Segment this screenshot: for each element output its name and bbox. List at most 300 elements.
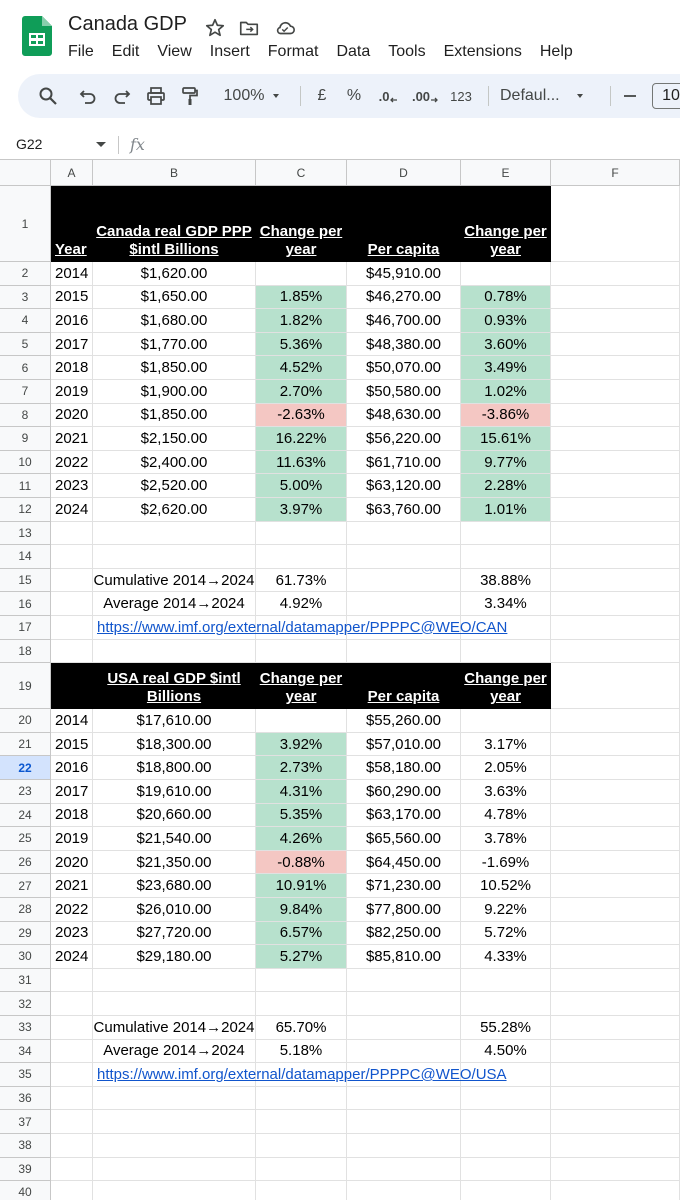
row-header-36[interactable]: 36 <box>0 1087 51 1111</box>
row-header-20[interactable]: 20 <box>0 709 51 733</box>
gdp-change-cell[interactable]: 4.26% <box>256 827 347 851</box>
gdp-change-cell[interactable]: 3.97% <box>256 498 347 522</box>
year-cell[interactable]: 2017 <box>51 333 93 357</box>
cell[interactable] <box>551 616 680 640</box>
gdp-change-cell[interactable]: -2.63% <box>256 404 347 428</box>
year-cell[interactable]: 2018 <box>51 356 93 380</box>
row-header-8[interactable]: 8 <box>0 404 51 428</box>
cell[interactable] <box>551 186 680 262</box>
cell[interactable] <box>551 1016 680 1040</box>
gdp-change-cell[interactable] <box>256 262 347 286</box>
gdp-change-cell[interactable]: 2.73% <box>256 756 347 780</box>
header-per-capita[interactable] <box>347 663 461 709</box>
gdp-change-cell[interactable]: -0.88% <box>256 851 347 875</box>
cell[interactable] <box>551 898 680 922</box>
cell[interactable] <box>551 545 680 569</box>
gdp-cell[interactable]: $1,900.00 <box>93 380 256 404</box>
per-capita-cell[interactable]: $50,580.00 <box>347 380 461 404</box>
cell[interactable] <box>551 992 680 1016</box>
cell[interactable] <box>551 851 680 875</box>
currency-format-button[interactable] <box>308 74 336 118</box>
row-header-39[interactable]: 39 <box>0 1158 51 1182</box>
row-header-16[interactable]: 16 <box>0 592 51 616</box>
cell[interactable] <box>51 640 93 664</box>
cell[interactable] <box>93 1181 256 1200</box>
average-label[interactable]: Average 2014→2024 <box>93 1040 256 1064</box>
gdp-change-cell[interactable]: 9.84% <box>256 898 347 922</box>
gdp-cell[interactable]: $1,770.00 <box>93 333 256 357</box>
row-header-17[interactable]: 17 <box>0 616 51 640</box>
gdp-change-cell[interactable]: 5.35% <box>256 804 347 828</box>
row-header-26[interactable]: 26 <box>0 851 51 875</box>
row-header-1[interactable]: 1 <box>0 186 51 262</box>
column-header-a[interactable]: A <box>51 160 93 186</box>
row-header-28[interactable]: 28 <box>0 898 51 922</box>
select-all-corner[interactable] <box>0 160 51 186</box>
year-cell[interactable]: 2020 <box>51 851 93 875</box>
cell[interactable] <box>551 804 680 828</box>
cell[interactable] <box>551 451 680 475</box>
gdp-change-cell[interactable]: 5.36% <box>256 333 347 357</box>
cloud-saved-icon[interactable] <box>274 17 296 39</box>
per-capita-change-cell[interactable]: 1.02% <box>461 380 551 404</box>
year-cell[interactable]: 2020 <box>51 404 93 428</box>
cell[interactable] <box>51 1040 93 1064</box>
per-capita-cell[interactable]: $57,010.00 <box>347 733 461 757</box>
cell[interactable] <box>93 1158 256 1182</box>
cell[interactable] <box>551 522 680 546</box>
per-capita-cell[interactable]: $61,710.00 <box>347 451 461 475</box>
row-header-4[interactable]: 4 <box>0 309 51 333</box>
header-gdp[interactable] <box>93 186 256 262</box>
cell[interactable] <box>551 1087 680 1111</box>
cell[interactable] <box>551 356 680 380</box>
cell[interactable] <box>347 969 461 993</box>
per-capita-change-cell[interactable]: 3.17% <box>461 733 551 757</box>
column-header-f[interactable]: F <box>551 160 680 186</box>
row-header-12[interactable]: 12 <box>0 498 51 522</box>
cell[interactable] <box>51 969 93 993</box>
cell[interactable] <box>551 262 680 286</box>
undo-button[interactable] <box>74 74 102 118</box>
year-cell[interactable]: 2015 <box>51 733 93 757</box>
header-change-per-capita[interactable] <box>461 663 551 709</box>
row-header-23[interactable]: 23 <box>0 780 51 804</box>
menu-help[interactable]: Help <box>539 43 573 60</box>
row-header-37[interactable]: 37 <box>0 1110 51 1134</box>
increase-decimal-button[interactable] <box>408 74 444 118</box>
row-header-25[interactable]: 25 <box>0 827 51 851</box>
more-formats-button[interactable] <box>446 74 476 118</box>
cell[interactable] <box>256 969 347 993</box>
cell[interactable] <box>461 1110 551 1134</box>
cell[interactable] <box>93 640 256 664</box>
cell[interactable] <box>347 1040 461 1064</box>
cell[interactable] <box>551 427 680 451</box>
per-capita-change-cell[interactable]: 2.05% <box>461 756 551 780</box>
cell[interactable] <box>93 992 256 1016</box>
cell[interactable] <box>347 992 461 1016</box>
year-cell[interactable]: 2023 <box>51 922 93 946</box>
per-capita-cell[interactable]: $65,560.00 <box>347 827 461 851</box>
cell[interactable] <box>256 1158 347 1182</box>
row-header-6[interactable]: 6 <box>0 356 51 380</box>
year-cell[interactable]: 2021 <box>51 427 93 451</box>
average-per-capita-value[interactable]: 4.50% <box>461 1040 551 1064</box>
cell[interactable] <box>93 1087 256 1111</box>
gdp-cell[interactable]: $1,650.00 <box>93 286 256 310</box>
cell[interactable] <box>551 945 680 969</box>
cell[interactable] <box>347 1158 461 1182</box>
name-box[interactable]: G22 <box>16 136 43 152</box>
cell[interactable] <box>51 992 93 1016</box>
row-header-29[interactable]: 29 <box>0 922 51 946</box>
header-per-capita[interactable] <box>347 186 461 262</box>
year-cell[interactable]: 2014 <box>51 262 93 286</box>
year-cell[interactable]: 2019 <box>51 380 93 404</box>
cell[interactable] <box>93 522 256 546</box>
row-header-7[interactable]: 7 <box>0 380 51 404</box>
row-header-21[interactable]: 21 <box>0 733 51 757</box>
year-cell[interactable]: 2022 <box>51 451 93 475</box>
row-header-38[interactable]: 38 <box>0 1134 51 1158</box>
gdp-change-cell[interactable]: 5.27% <box>256 945 347 969</box>
document-title[interactable]: Canada GDP <box>68 13 187 35</box>
row-header-2[interactable]: 2 <box>0 262 51 286</box>
per-capita-cell[interactable]: $63,120.00 <box>347 474 461 498</box>
year-cell[interactable]: 2014 <box>51 709 93 733</box>
cell[interactable] <box>347 569 461 593</box>
year-cell[interactable]: 2021 <box>51 874 93 898</box>
per-capita-change-cell[interactable]: 9.77% <box>461 451 551 475</box>
font-size-input[interactable]: 10 <box>652 83 680 109</box>
gdp-change-cell[interactable] <box>256 709 347 733</box>
row-header-15[interactable]: 15 <box>0 569 51 593</box>
cell[interactable] <box>347 522 461 546</box>
per-capita-change-cell[interactable]: 4.78% <box>461 804 551 828</box>
per-capita-change-cell[interactable]: 3.78% <box>461 827 551 851</box>
paint-format-button[interactable] <box>176 74 204 118</box>
gdp-cell[interactable]: $17,610.00 <box>93 709 256 733</box>
search-menus-button[interactable] <box>34 74 62 118</box>
year-cell[interactable]: 2019 <box>51 827 93 851</box>
cell[interactable] <box>347 592 461 616</box>
gdp-cell[interactable]: $23,680.00 <box>93 874 256 898</box>
header-change-gdp[interactable] <box>256 663 347 709</box>
year-cell[interactable]: 2023 <box>51 474 93 498</box>
year-cell[interactable]: 2016 <box>51 756 93 780</box>
per-capita-cell[interactable]: $56,220.00 <box>347 427 461 451</box>
gdp-cell[interactable]: $20,660.00 <box>93 804 256 828</box>
row-header-40[interactable]: 40 <box>0 1181 51 1200</box>
gdp-cell[interactable]: $18,800.00 <box>93 756 256 780</box>
cumulative-gdp-value[interactable]: 61.73% <box>256 569 347 593</box>
per-capita-change-cell[interactable]: 0.78% <box>461 286 551 310</box>
row-header-14[interactable]: 14 <box>0 545 51 569</box>
row-header-34[interactable]: 34 <box>0 1040 51 1064</box>
cell[interactable] <box>51 1110 93 1134</box>
gdp-cell[interactable]: $1,680.00 <box>93 309 256 333</box>
row-header-35[interactable]: 35 <box>0 1063 51 1087</box>
cell[interactable] <box>51 1063 93 1087</box>
cell[interactable] <box>93 1134 256 1158</box>
row-header-31[interactable]: 31 <box>0 969 51 993</box>
gdp-change-cell[interactable]: 11.63% <box>256 451 347 475</box>
cell[interactable] <box>51 569 93 593</box>
cell[interactable] <box>551 380 680 404</box>
cell[interactable] <box>551 733 680 757</box>
per-capita-cell[interactable]: $85,810.00 <box>347 945 461 969</box>
per-capita-change-cell[interactable]: 3.49% <box>461 356 551 380</box>
per-capita-cell[interactable]: $46,700.00 <box>347 309 461 333</box>
per-capita-cell[interactable]: $77,800.00 <box>347 898 461 922</box>
per-capita-change-cell[interactable]: 1.01% <box>461 498 551 522</box>
cell[interactable] <box>551 1158 680 1182</box>
cell[interactable] <box>551 474 680 498</box>
cumulative-per-capita-value[interactable]: 55.28% <box>461 1016 551 1040</box>
row-header-33[interactable]: 33 <box>0 1016 51 1040</box>
cell[interactable] <box>461 969 551 993</box>
cell[interactable] <box>551 286 680 310</box>
cell[interactable] <box>51 592 93 616</box>
cell[interactable] <box>256 545 347 569</box>
cell[interactable] <box>551 1063 680 1087</box>
cell[interactable] <box>461 545 551 569</box>
cell[interactable] <box>461 1087 551 1111</box>
row-header-22[interactable]: 22 <box>0 756 51 780</box>
cell[interactable] <box>551 1110 680 1134</box>
cell[interactable] <box>461 640 551 664</box>
year-cell[interactable]: 2022 <box>51 898 93 922</box>
cell[interactable] <box>51 522 93 546</box>
cell[interactable] <box>551 780 680 804</box>
cell[interactable] <box>256 640 347 664</box>
row-header-27[interactable]: 27 <box>0 874 51 898</box>
cell[interactable] <box>551 333 680 357</box>
decrease-font-size-button[interactable] <box>616 74 644 118</box>
spreadsheet-grid[interactable] <box>0 160 680 1200</box>
cell[interactable] <box>347 1087 461 1111</box>
cell[interactable] <box>347 545 461 569</box>
header-blank[interactable] <box>51 663 93 709</box>
cell[interactable] <box>256 1181 347 1200</box>
cell[interactable] <box>551 1040 680 1064</box>
cell[interactable] <box>461 1181 551 1200</box>
per-capita-change-cell[interactable]: 4.33% <box>461 945 551 969</box>
move-to-folder-icon[interactable] <box>238 17 260 39</box>
menu-insert[interactable]: Insert <box>209 43 250 60</box>
average-label[interactable]: Average 2014→2024 <box>93 592 256 616</box>
cell[interactable] <box>51 1134 93 1158</box>
decrease-decimal-button[interactable] <box>374 74 404 118</box>
cell[interactable] <box>347 1181 461 1200</box>
gdp-cell[interactable]: $1,620.00 <box>93 262 256 286</box>
cell[interactable] <box>51 616 93 640</box>
gdp-change-cell[interactable]: 4.31% <box>256 780 347 804</box>
cell[interactable] <box>51 1087 93 1111</box>
cell[interactable] <box>347 1110 461 1134</box>
per-capita-cell[interactable]: $48,380.00 <box>347 333 461 357</box>
year-cell[interactable]: 2024 <box>51 498 93 522</box>
gdp-cell[interactable]: $19,610.00 <box>93 780 256 804</box>
cell[interactable] <box>93 1110 256 1134</box>
menu-data[interactable]: Data <box>336 43 371 60</box>
per-capita-cell[interactable]: $50,070.00 <box>347 356 461 380</box>
per-capita-cell[interactable]: $58,180.00 <box>347 756 461 780</box>
gdp-cell[interactable]: $1,850.00 <box>93 356 256 380</box>
row-header-18[interactable]: 18 <box>0 640 51 664</box>
per-capita-change-cell[interactable]: 5.72% <box>461 922 551 946</box>
redo-button[interactable] <box>108 74 136 118</box>
print-button[interactable] <box>142 74 170 118</box>
menu-view[interactable]: View <box>157 43 192 60</box>
per-capita-change-cell[interactable]: -3.86% <box>461 404 551 428</box>
star-icon[interactable] <box>204 17 226 39</box>
cumulative-gdp-value[interactable]: 65.70% <box>256 1016 347 1040</box>
per-capita-change-cell[interactable] <box>461 262 551 286</box>
menu-format[interactable]: Format <box>267 43 319 60</box>
cell[interactable] <box>347 640 461 664</box>
row-header-10[interactable]: 10 <box>0 451 51 475</box>
header-change-per-capita[interactable] <box>461 186 551 262</box>
year-cell[interactable]: 2024 <box>51 945 93 969</box>
average-gdp-value[interactable]: 4.92% <box>256 592 347 616</box>
gdp-change-cell[interactable]: 16.22% <box>256 427 347 451</box>
column-header-b[interactable]: B <box>93 160 256 186</box>
cumulative-per-capita-value[interactable]: 38.88% <box>461 569 551 593</box>
per-capita-change-cell[interactable]: 3.60% <box>461 333 551 357</box>
row-header-3[interactable]: 3 <box>0 286 51 310</box>
cell[interactable] <box>551 498 680 522</box>
cell[interactable] <box>256 522 347 546</box>
header-year[interactable] <box>51 186 93 262</box>
per-capita-cell[interactable]: $60,290.00 <box>347 780 461 804</box>
gdp-change-cell[interactable]: 4.52% <box>256 356 347 380</box>
source-link[interactable]: https://www.imf.org/external/datamapper/PPPPC@WEO/USA <box>93 1063 513 1087</box>
cell[interactable] <box>461 522 551 546</box>
row-header-11[interactable]: 11 <box>0 474 51 498</box>
row-header-5[interactable]: 5 <box>0 333 51 357</box>
cell[interactable] <box>347 1016 461 1040</box>
gdp-change-cell[interactable]: 1.82% <box>256 309 347 333</box>
menu-extensions[interactable]: Extensions <box>443 43 522 60</box>
per-capita-change-cell[interactable] <box>461 709 551 733</box>
percent-format-button[interactable] <box>340 74 368 118</box>
cell[interactable] <box>51 1158 93 1182</box>
column-header-d[interactable]: D <box>347 160 461 186</box>
cell[interactable] <box>461 992 551 1016</box>
chevron-down-icon[interactable] <box>96 142 106 148</box>
cell[interactable] <box>551 309 680 333</box>
per-capita-change-cell[interactable]: 0.93% <box>461 309 551 333</box>
cell[interactable] <box>51 1016 93 1040</box>
cell[interactable] <box>93 545 256 569</box>
average-per-capita-value[interactable]: 3.34% <box>461 592 551 616</box>
cell[interactable] <box>256 992 347 1016</box>
gdp-change-cell[interactable]: 3.92% <box>256 733 347 757</box>
gdp-cell[interactable]: $29,180.00 <box>93 945 256 969</box>
column-header-c[interactable]: C <box>256 160 347 186</box>
cell[interactable] <box>51 1181 93 1200</box>
gdp-cell[interactable]: $2,520.00 <box>93 474 256 498</box>
cell[interactable] <box>551 640 680 664</box>
per-capita-cell[interactable]: $71,230.00 <box>347 874 461 898</box>
cell[interactable] <box>347 1134 461 1158</box>
gdp-change-cell[interactable]: 10.91% <box>256 874 347 898</box>
header-change-gdp[interactable] <box>256 186 347 262</box>
per-capita-cell[interactable]: $46,270.00 <box>347 286 461 310</box>
source-link[interactable]: https://www.imf.org/external/datamapper/PPPPC@WEO/CAN <box>93 616 513 640</box>
per-capita-cell[interactable]: $82,250.00 <box>347 922 461 946</box>
gdp-change-cell[interactable]: 6.57% <box>256 922 347 946</box>
cell[interactable] <box>461 1134 551 1158</box>
header-gdp[interactable] <box>93 663 256 709</box>
cell[interactable] <box>551 404 680 428</box>
cell[interactable] <box>461 1158 551 1182</box>
gdp-cell[interactable]: $27,720.00 <box>93 922 256 946</box>
cumulative-label[interactable]: Cumulative 2014→2024 <box>93 569 256 593</box>
gdp-cell[interactable]: $18,300.00 <box>93 733 256 757</box>
row-header-13[interactable]: 13 <box>0 522 51 546</box>
cell[interactable] <box>551 922 680 946</box>
row-header-9[interactable]: 9 <box>0 427 51 451</box>
cell[interactable] <box>551 874 680 898</box>
row-header-19[interactable]: 19 <box>0 663 51 709</box>
per-capita-cell[interactable]: $55,260.00 <box>347 709 461 733</box>
gdp-change-cell[interactable]: 1.85% <box>256 286 347 310</box>
row-header-24[interactable]: 24 <box>0 804 51 828</box>
row-header-30[interactable]: 30 <box>0 945 51 969</box>
per-capita-cell[interactable]: $48,630.00 <box>347 404 461 428</box>
gdp-cell[interactable]: $21,350.00 <box>93 851 256 875</box>
per-capita-change-cell[interactable]: -1.69% <box>461 851 551 875</box>
cell[interactable] <box>551 756 680 780</box>
per-capita-cell[interactable]: $64,450.00 <box>347 851 461 875</box>
per-capita-cell[interactable]: $63,170.00 <box>347 804 461 828</box>
cell[interactable] <box>256 1110 347 1134</box>
menu-file[interactable]: File <box>68 43 94 60</box>
cell[interactable] <box>551 709 680 733</box>
font-family-select[interactable] <box>496 74 602 118</box>
gdp-cell[interactable]: $26,010.00 <box>93 898 256 922</box>
per-capita-cell[interactable]: $45,910.00 <box>347 262 461 286</box>
year-cell[interactable]: 2016 <box>51 309 93 333</box>
gdp-change-cell[interactable]: 2.70% <box>256 380 347 404</box>
gdp-cell[interactable]: $21,540.00 <box>93 827 256 851</box>
per-capita-change-cell[interactable]: 15.61% <box>461 427 551 451</box>
gdp-cell[interactable]: $2,620.00 <box>93 498 256 522</box>
cell[interactable] <box>51 545 93 569</box>
cell[interactable] <box>551 1181 680 1200</box>
cell[interactable] <box>551 592 680 616</box>
average-gdp-value[interactable]: 5.18% <box>256 1040 347 1064</box>
year-cell[interactable]: 2018 <box>51 804 93 828</box>
per-capita-change-cell[interactable]: 9.22% <box>461 898 551 922</box>
cell[interactable] <box>551 1134 680 1158</box>
cumulative-label[interactable]: Cumulative 2014→2024 <box>93 1016 256 1040</box>
column-header-e[interactable]: E <box>461 160 551 186</box>
menu-tools[interactable]: Tools <box>388 43 426 60</box>
gdp-cell[interactable]: $1,850.00 <box>93 404 256 428</box>
cell[interactable] <box>93 969 256 993</box>
year-cell[interactable]: 2015 <box>51 286 93 310</box>
gdp-cell[interactable]: $2,400.00 <box>93 451 256 475</box>
sheets-logo-icon[interactable] <box>22 16 52 56</box>
cell[interactable] <box>551 663 680 709</box>
cell[interactable] <box>551 827 680 851</box>
per-capita-cell[interactable]: $63,760.00 <box>347 498 461 522</box>
cell[interactable] <box>551 569 680 593</box>
